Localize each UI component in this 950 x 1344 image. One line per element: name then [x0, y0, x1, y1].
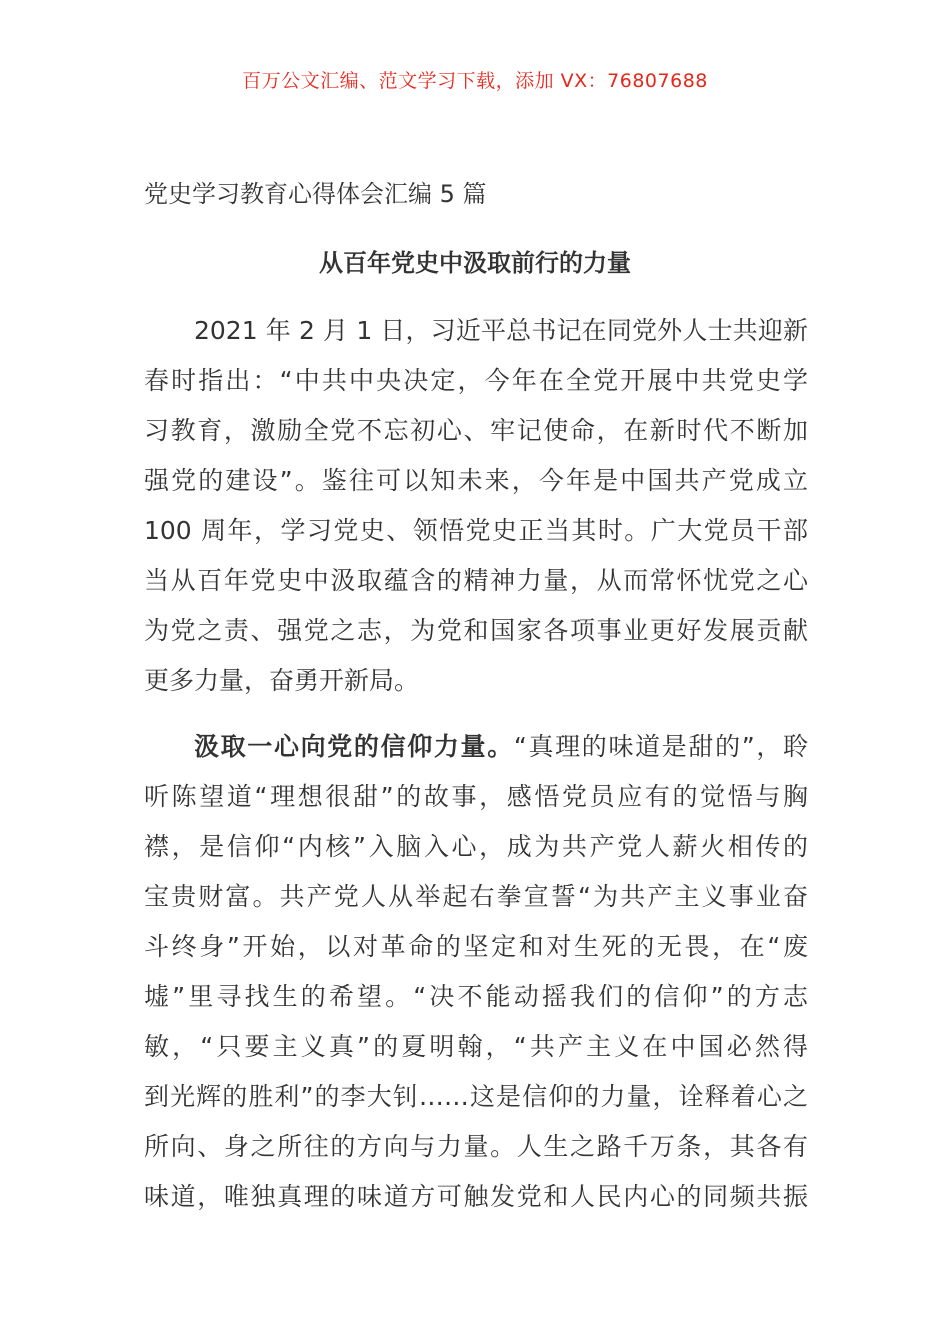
paragraph-lead-rest: “真理的味道是甜的”，聆	[513, 732, 808, 761]
paragraph-line: 所向、身之所往的方向与力量。人生之路千万条，其各有	[144, 1132, 808, 1161]
paragraph-line: 为党之责、强党之志，为党和国家各项事业更好发展贡献	[144, 616, 808, 645]
paragraph-line: 当从百年党史中汲取蕴含的精神力量，从而常怀忧党之心	[144, 566, 808, 595]
paragraph-line: 更多力量，奋勇开新局。	[144, 666, 420, 695]
paragraph-line: 到光辉的胜利”的李大钊……这是信仰的力量，诠释着心之	[144, 1082, 808, 1111]
paragraph-line: 习教育，激励全党不忘初心、牢记使命，在新时代不断加	[144, 416, 808, 445]
paragraph-line: 2021 年 2 月 1 日，习近平总书记在同党外人士共迎新	[194, 316, 808, 345]
paragraph-first-line	[144, 722, 808, 772]
paragraph-line: 敏，“只要主义真”的夏明翰，“共产主义在中国必然得	[144, 1032, 808, 1061]
paragraph-1	[144, 306, 808, 706]
paragraph-line: 春时指出：“中共中央决定，今年在全党开展中共党史学	[144, 366, 808, 395]
paragraph-line: 宝贵财富。共产党人从举起右拳宣誓“为共产主义事业奋	[144, 882, 808, 911]
paragraph-lead-heading: 汲取一心向党的信仰力量。	[194, 732, 514, 761]
paragraph-line: 斗终身”开始，以对革命的坚定和对生死的无畏，在“废	[144, 932, 808, 961]
paragraph-line: 味道，唯独真理的味道方可触发党和人民内心的同频共振	[144, 1182, 808, 1211]
document-title: 党史学习教育心得体会汇编 5 篇	[144, 180, 487, 208]
article-title: 从百年党史中汲取前行的力量	[319, 249, 631, 277]
paragraph-2	[144, 722, 808, 1222]
paragraph-line: 墟”里寻找生的希望。“决不能动摇我们的信仰”的方志	[144, 982, 808, 1011]
paragraph-line: 100 周年，学习党史、领悟党史正当其时。广大党员干部	[144, 516, 808, 545]
paragraph-line: 襟，是信仰“内核”入脑入心，成为共产党人薪火相传的	[144, 832, 808, 861]
header-banner: 百万公文汇编、范文学习下载，添加 VX：76807688	[242, 70, 708, 92]
paragraph-line: 听陈望道“理想很甜”的故事，感悟党员应有的觉悟与胸	[144, 782, 808, 811]
paragraph-line: 强党的建设”。鉴往可以知未来，今年是中国共产党成立	[144, 466, 808, 495]
